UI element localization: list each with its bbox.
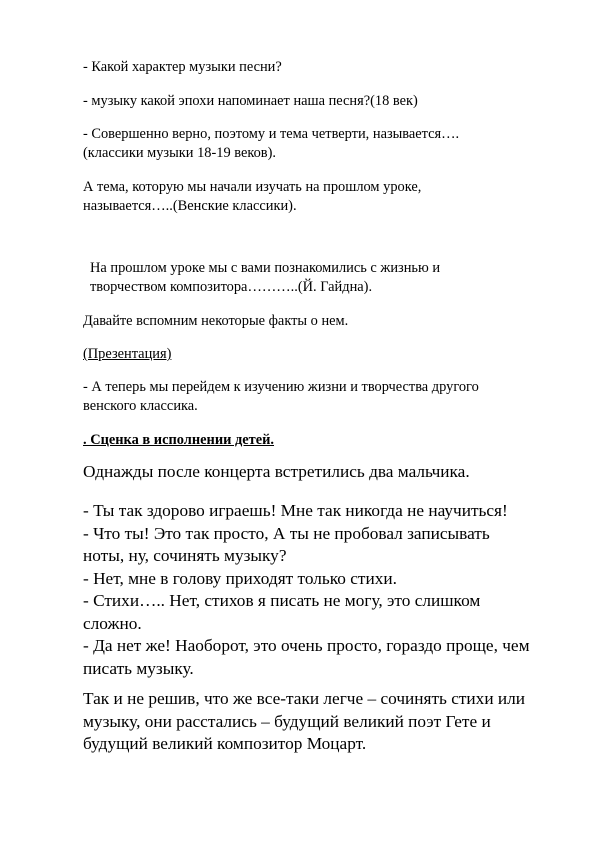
dialogue-block: - Ты так здорово играешь! Мне так никогда не научиться! - Что ты! Это так просто, А ты не пробовал записывать ноты, ну, сочинять музыку? - Нет, мне в голову приходят только стихи. - Стихи….. Нет, стихов я писать не могу, это слишком сложно. - Да нет же! Наоборот, это очень просто, гораздо проще, чем писать музыку. (83, 501, 530, 678)
heading-scene: . Сценка в исполнении детей. (83, 432, 275, 448)
paragraph-question-epoch: - музыку какой эпохи напоминает наша песня?(18 век) (83, 93, 418, 109)
paragraph-presentation: (Презентация) (83, 346, 172, 362)
paragraph-haydn: На прошлом уроке мы с вами познакомились с жизнью и творчеством композитора………..(Й. Гайдна). (90, 260, 441, 295)
paragraph-vienna-classics: А тема, которую мы начали изучать на прошлом уроке, называется…..(Венские классики). (83, 179, 422, 214)
paragraph-two-boys: Однажды после концерта встретились два мальчика. (83, 462, 470, 481)
paragraph-next-classic: - А теперь мы перейдем к изучению жизни и творчества другого венского классика. (83, 379, 479, 414)
paragraph-recall-facts: Давайте вспомним некоторые факты о нем. (83, 313, 349, 329)
paragraph-goethe-mozart: Так и не решив, что же все-таки легче – сочинять стихи или музыку, они расстались – будущий великий поэт Гете и будущий великий композитор Моцарт. (83, 689, 526, 753)
paragraph-quarter-theme: - Совершенно верно, поэтому и тема четверти, называется…. (классики музыки 18-19 веков). (83, 126, 460, 161)
paragraph-question-character: - Какой характер музыки песни? (83, 59, 282, 75)
